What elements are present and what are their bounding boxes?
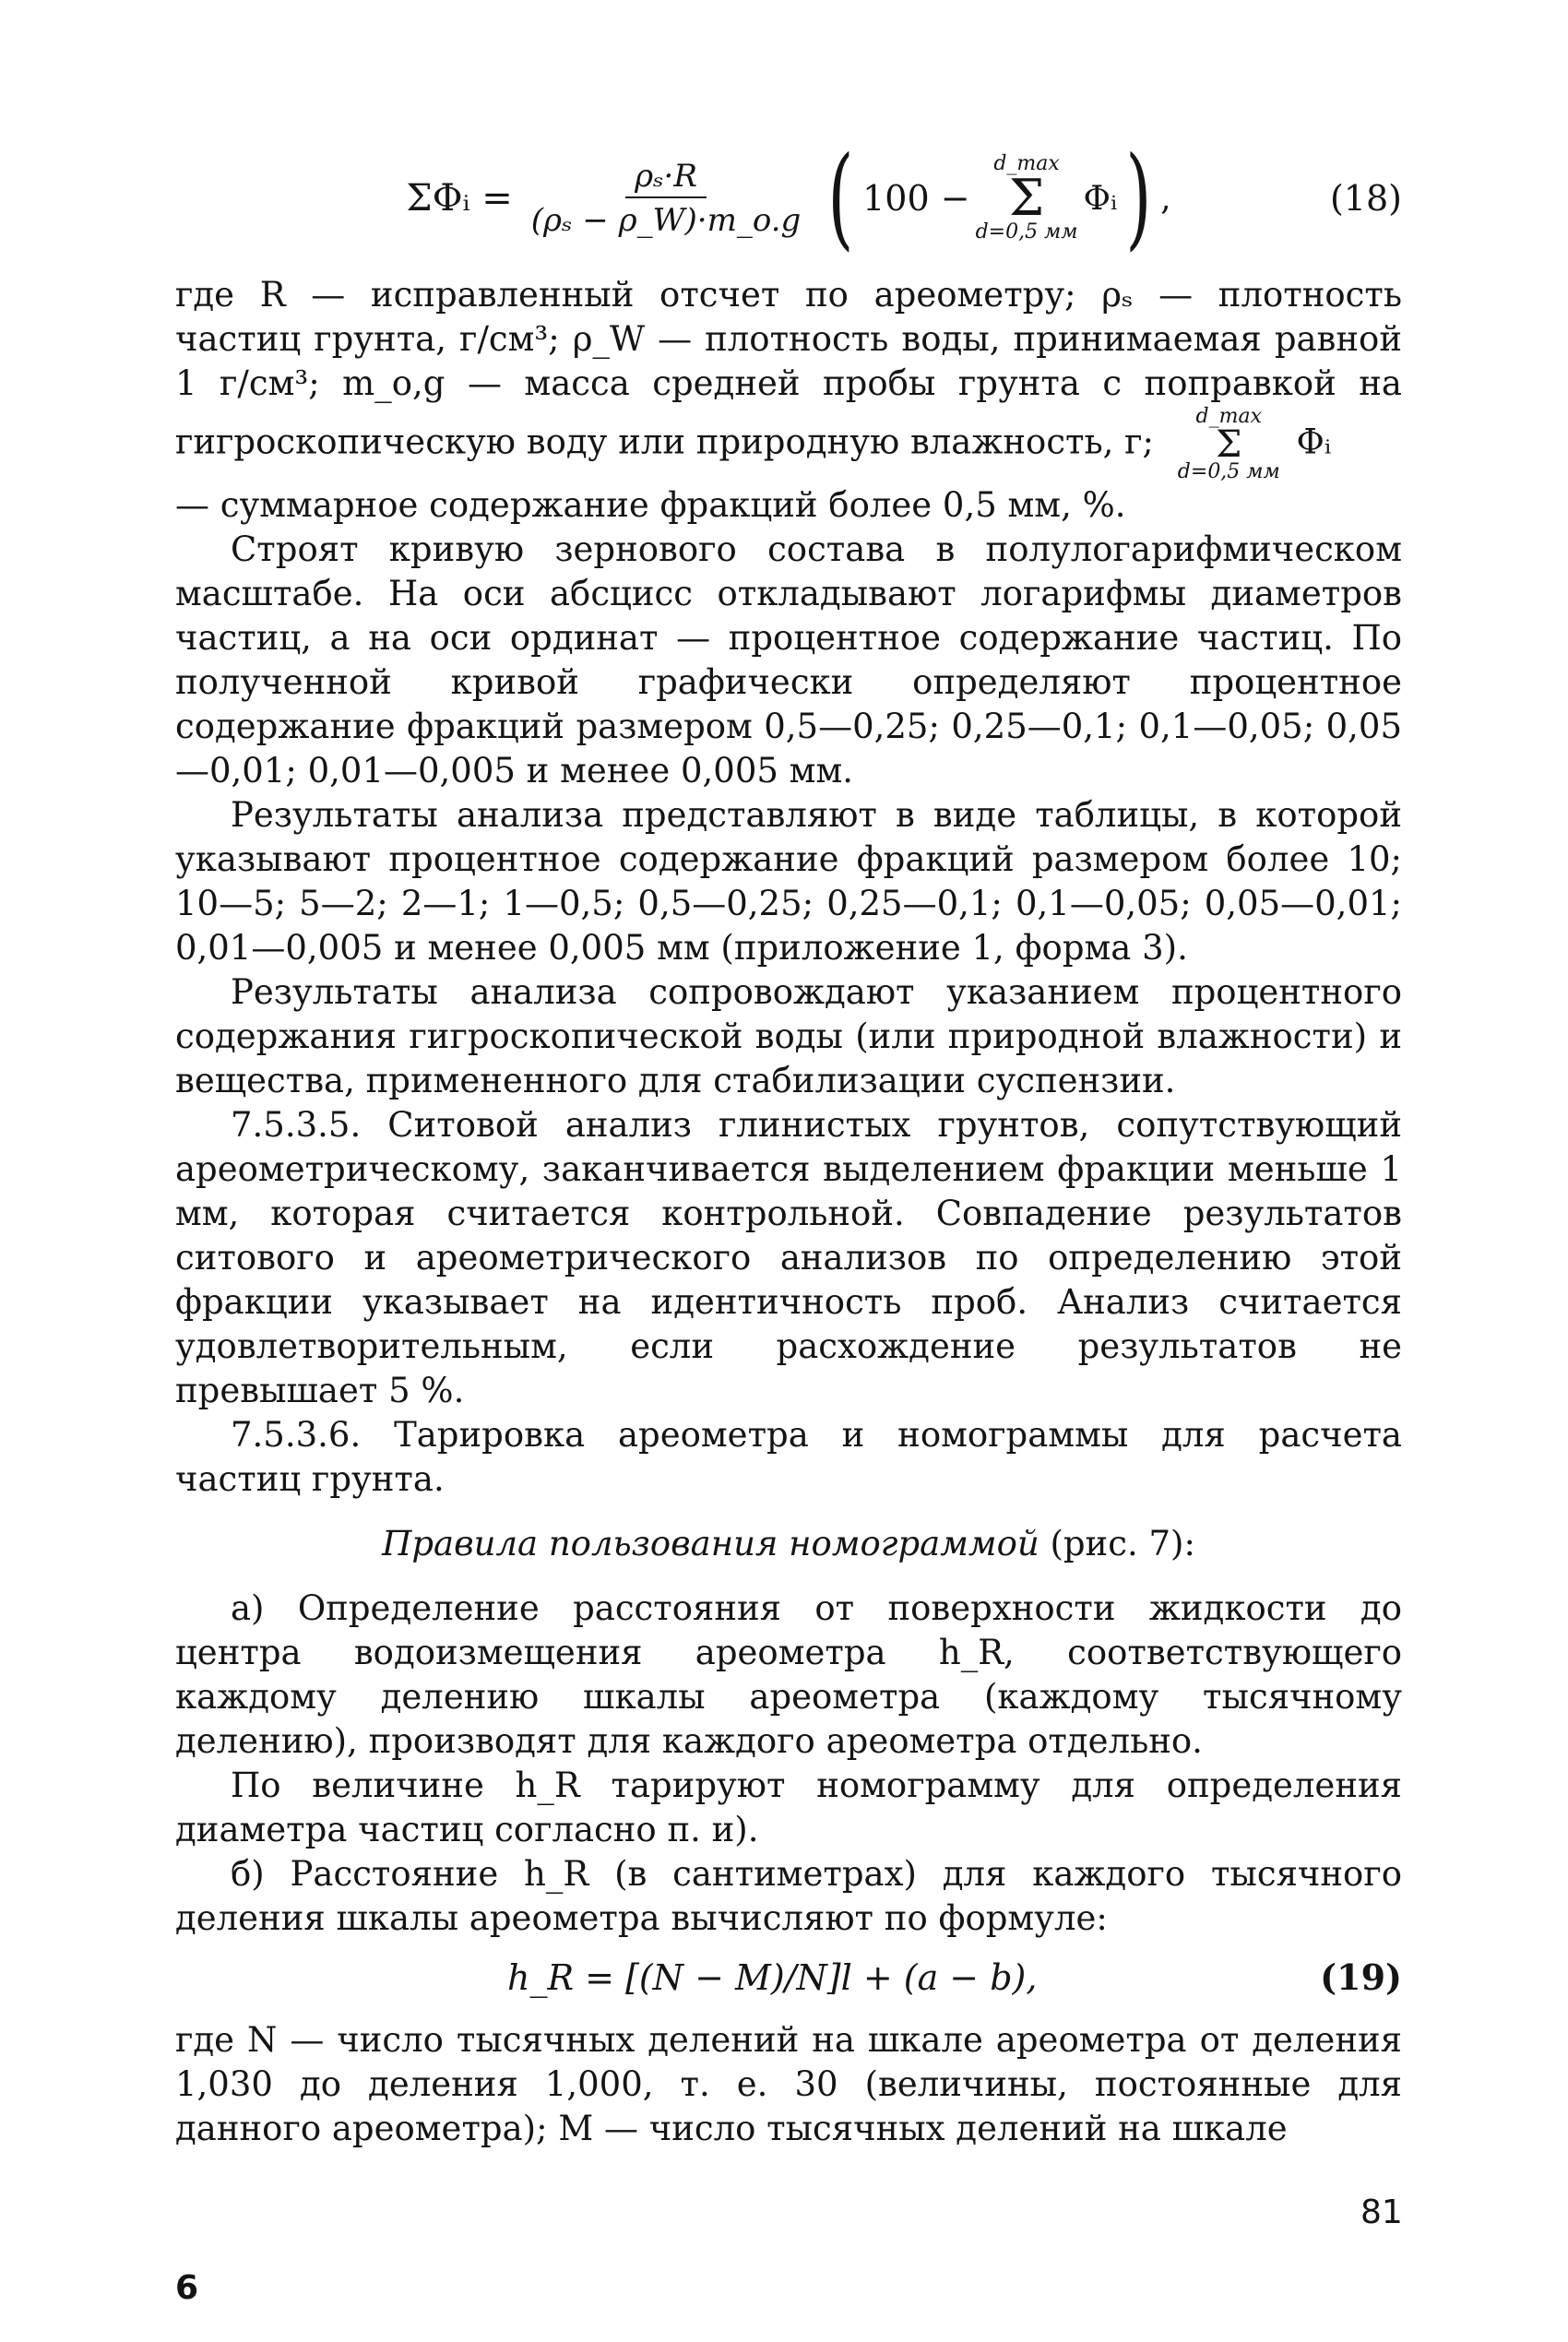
sum-upper-limit: d_max bbox=[993, 152, 1060, 175]
formula-19-number: (19) bbox=[1320, 1956, 1402, 1998]
def-sigma-symbol: Σ bbox=[1216, 423, 1242, 466]
def-sum-term: Φᵢ bbox=[1296, 422, 1332, 462]
formula-18-denominator: (ρₛ − ρ_W)·m_o.g bbox=[530, 202, 802, 239]
definitions-block bbox=[175, 273, 1402, 2151]
formula-18-sum bbox=[976, 153, 1078, 244]
definitions-line-1: где R — исправленный отсчет по ареометру; ρₛ — плотность частиц грунта, г/см³; ρ_W — плотность воды, принимаемая равной 1 г/см³; m_o,g — масса средней пробы грунта с поправкой на гигроскопическую воду или природную влажность, г; bbox=[175, 275, 1402, 462]
nomogram-heading-italic: Правила пользования номограммой bbox=[382, 1524, 1039, 1563]
paragraph-7-5-3-6: 7.5.3.6. Тарировка ареометра и номограммы для расчета частиц грунта. bbox=[175, 1415, 1402, 1499]
left-paren: ( bbox=[827, 134, 854, 262]
def-sum-lower: d=0,5 мм bbox=[1177, 460, 1280, 483]
paragraph-table: Результаты анализа представляют в виде таблицы, в которой указывают процентное содержание фракций размером более 10; 10—5; 5—2; 2—1; 1—0,5; 0,5—0,25; 0,25—0,1; 0,1—0,05; 0,05—0,01; 0,01—0,005 и менее 0,005 мм (приложение 1, форма 3). bbox=[175, 795, 1402, 968]
definitions-text bbox=[175, 273, 1402, 483]
formula-19 bbox=[175, 1950, 1402, 2009]
formula-18-fraction bbox=[522, 158, 811, 239]
formula-18-comma: , bbox=[1160, 179, 1171, 218]
paragraph-hygroscopic: Результаты анализа сопровождают указанием процентного содержания гигроскопической воды (или природной влажности) и вещества, примененного для стабилизации суспензии. bbox=[175, 972, 1402, 1100]
paragraph-hr: По величине h_R тарируют номограмму для определения диаметра частиц согласно п. и). bbox=[175, 1765, 1402, 1849]
formula-18-numerator: ρₛ·R bbox=[625, 158, 707, 198]
def-sum-upper: d_max bbox=[1195, 405, 1263, 428]
formula-19-expr: h_R = [(N − M)/N]l + (a − b), bbox=[507, 1957, 1038, 1998]
paragraph-where-n: где N — число тысячных делений на шкале ареометра от деления 1,030 до деления 1,000, т. е. 30 (величины, постоянные для данного ареометра); M — число тысячных делений на шкале bbox=[175, 2020, 1402, 2148]
nomogram-heading-tail: (рис. 7): bbox=[1050, 1524, 1195, 1563]
formula-18-number: (18) bbox=[1329, 178, 1402, 219]
page-number-right: 81 bbox=[1360, 2193, 1403, 2231]
formula-18 bbox=[175, 134, 1402, 262]
paragraph-curve: Строят кривую зернового состава в полулогарифмическом масштабе. На оси абсцисс откладывают логарифмы диаметров частиц, а на оси ординат — процентное содержание частиц. По полученной кривой графически определяют процентное содержание фракций размером 0,5—0,25; 0,25—0,1; 0,1—0,05; 0,05—0,01; 0,01—0,005 и менее 0,005 мм. bbox=[175, 529, 1402, 791]
formula-18-lhs: ΣΦᵢ = bbox=[406, 177, 513, 220]
nomogram-heading bbox=[175, 1522, 1402, 1566]
definitions-sum bbox=[1178, 406, 1280, 483]
right-paren: ) bbox=[1125, 134, 1152, 262]
formula-18-term: Φᵢ bbox=[1083, 179, 1118, 218]
sigma-symbol: Σ bbox=[1008, 169, 1045, 227]
paragraph-7-5-3-5: 7.5.3.5. Ситовой анализ глинистых грунтов, сопутствующий ареометрическому, заканчивается выделением фракции меньше 1 мм, которая считается контрольной. Совпадение результатов ситового и ареометрического анализов по определению этой фракции указывает на идентичность проб. Анализ считается удовлетворительным, если расхождение результатов не превышает 5 %. bbox=[175, 1105, 1402, 1410]
paragraph-b: б) Расстояние h_R (в сантиметрах) для каждого тысячного деления шкалы ареометра вычисляют по формуле: bbox=[175, 1854, 1402, 1938]
sum-lower-limit: d=0,5 мм bbox=[975, 220, 1078, 244]
paragraph-a: а) Определение расстояния от поверхности жидкости до центра водоизмещения ареометра h_R, соответствующего каждому делению шкалы ареометра (каждому тысячному делению), производят для каждого ареометра отдельно. bbox=[175, 1588, 1402, 1761]
page-number-left: 6 bbox=[175, 2269, 199, 2307]
formula-18-hundred: 100 − bbox=[862, 178, 970, 219]
definitions-line-2: — суммарное содержание фракций более 0,5 мм, %. bbox=[175, 485, 1126, 525]
